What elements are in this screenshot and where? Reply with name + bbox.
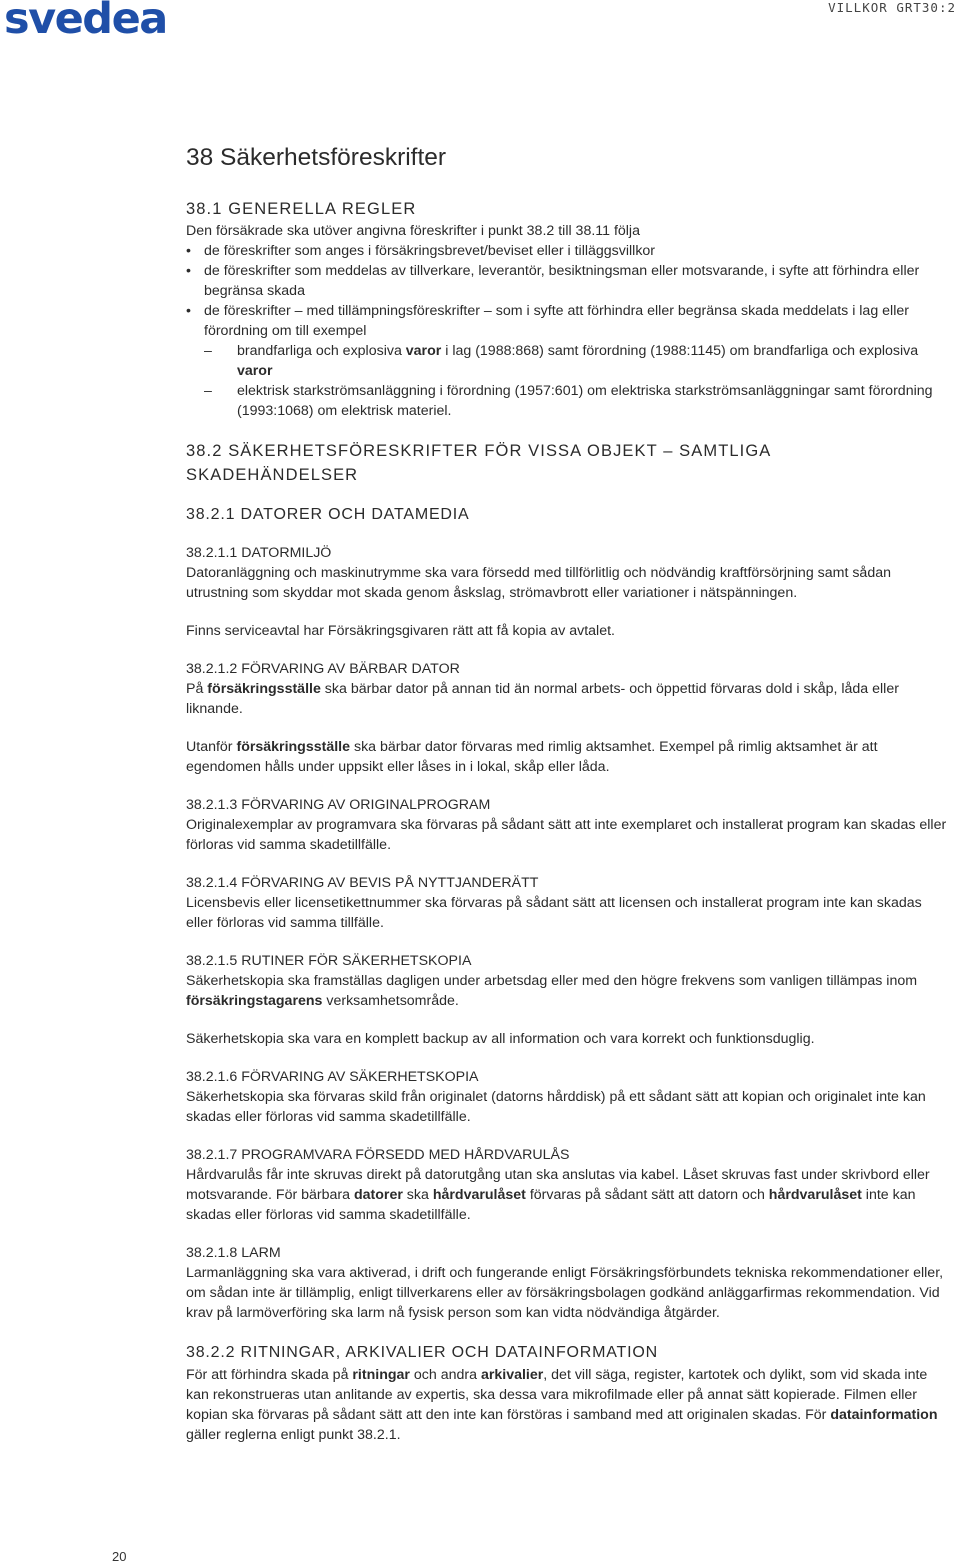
text-run: ska: [402, 1187, 433, 1203]
text-run: För att förhindra skada på: [186, 1367, 353, 1383]
list-item: • de föreskrifter som anges i försäkringsbrevet/beviset eller i tilläggsvillkor: [186, 241, 950, 261]
section-38-1: [186, 197, 950, 421]
subsection-heading: 38.2.1.7 PROGRAMVARA FÖRSEDD MED HÅRDVARULÅS: [186, 1147, 570, 1163]
defined-term: hårdvarulåset: [768, 1187, 862, 1203]
subsection-heading: 38.2.1.4 FÖRVARING AV BEVIS PÅ NYTTJANDERÄTT: [186, 875, 539, 891]
bullet-list: [186, 241, 950, 341]
paragraph: [186, 1365, 950, 1445]
defined-term: varor: [405, 343, 442, 359]
subsection-heading: 38.2.1.5 RUTINER FÖR SÄKERHETSKOPIA: [186, 953, 472, 969]
paragraph: Säkerhetskopia ska förvaras skild från originalet (datorns hårddisk) på ett sådant sätt att kopian och originalet inte kan skadas eller förloras vid samma skadetillfälle.: [186, 1089, 926, 1125]
text-run: gäller reglerna enligt punkt 38.2.1.: [186, 1427, 401, 1443]
defined-term: varor: [237, 363, 273, 379]
paragraph: Licensbevis eller licensetikettnummer ska förvaras på sådant sätt att licensen och installerat program inte kan skadas eller förloras vid samma tillfälle.: [186, 895, 922, 931]
subsection-heading: 38.2.1.6 FÖRVARING AV SÄKERHETSKOPIA: [186, 1069, 479, 1085]
subsection-heading: 38.2.1.3 FÖRVARING AV ORIGINALPROGRAM: [186, 797, 491, 813]
paragraph: [186, 679, 950, 719]
paragraph: [186, 737, 950, 777]
text-run: inte kan skadas eller förloras vid samma skadetillfälle.: [186, 1187, 916, 1223]
text-run: förvaras på sådant sätt att datorn och: [525, 1187, 769, 1203]
paragraph: Den försäkrade ska utöver angivna föreskrifter i punkt 38.2 till 38.11 följa: [186, 223, 640, 239]
list-item: [186, 341, 950, 381]
defined-term: arkivalier: [480, 1367, 544, 1383]
svedea-logo: svedea: [4, 0, 167, 44]
document-code: VILLKOR GRT30:2: [828, 0, 956, 15]
main-content: [186, 143, 950, 1445]
list-item: – elektrisk starkströmsanläggning i förordning (1957:601) om elektriska starkströmsanläggningar samt förordning (1993:1068) om elektrisk materiel.: [186, 381, 950, 421]
defined-term: försäkringsställe: [207, 681, 321, 697]
subsection-heading: 38.2.1.8 LARM: [186, 1245, 281, 1261]
paragraph: [186, 971, 950, 1011]
defined-term: datainformation: [830, 1407, 938, 1423]
section-heading-38-2-2: 38.2.2 RITNINGAR, ARKIVALIER OCH DATAINFORMATION: [186, 1344, 658, 1361]
page-title: 38 Säkerhetsföreskrifter: [186, 144, 447, 171]
text-run: , det vill säga, register, kartotek och dylikt, som vid skada inte kan rekonstrueras utan anlitande av expertis, ska dessa vara mikrofilmade eller på annat sätt kopierade. Filmen eller kopian ska förvaras på sådant sätt att den inte kan förstöras i samband med att originalen skadas. För: [186, 1367, 928, 1423]
defined-term: försäkringsställe: [236, 739, 351, 755]
defined-term: hårdvarulåset: [432, 1187, 526, 1203]
section-heading-38-1: 38.1 GENERELLA REGLER: [186, 200, 417, 218]
text-run: i lag (1988:868) samt förordning (1988:1145) om brandfarliga och explosiva: [441, 343, 919, 359]
section-38-2: [186, 439, 950, 1445]
subsection-heading: 38.2.1.1 DATORMILJÖ: [186, 545, 332, 561]
dash-list: [186, 341, 950, 421]
text-run: och andra: [409, 1367, 481, 1383]
section-heading-38-2: 38.2 SÄKERHETSFÖRESKRIFTER FÖR VISSA OBJEKT – SAMTLIGA SKADEHÄNDELSER: [186, 442, 771, 484]
text-run: Utanför: [186, 739, 237, 755]
subsection-heading: 38.2.1.2 FÖRVARING AV BÄRBAR DATOR: [186, 661, 460, 677]
section-heading-38-2-1: 38.2.1 DATORER OCH DATAMEDIA: [186, 506, 470, 523]
page-number: 20: [112, 1549, 127, 1564]
list-item: • de föreskrifter – med tillämpningsföreskrifter – som i syfte att förhindra eller begränsa skada meddelats i lag eller förordning om till exempel: [186, 301, 950, 341]
paragraph: [186, 1165, 950, 1225]
defined-term: försäkringstagarens: [186, 993, 323, 1009]
text-run: brandfarliga och explosiva: [237, 343, 406, 359]
list-item: • de föreskrifter som meddelas av tillverkare, leverantör, besiktningsman eller motsvarande, i syfte att förhindra eller begränsa skada: [186, 261, 950, 301]
text-run: På: [186, 681, 208, 697]
text-run: Säkerhetskopia ska framställas dagligen under arbetsdag eller med den högre frekvens som vanligen tillämpas inom: [186, 973, 918, 989]
paragraph: Originalexemplar av programvara ska förvaras på sådant sätt att inte exemplaret och installerat program kan skadas eller förloras vid samma skadetillfälle.: [186, 817, 947, 853]
paragraph: Larmanläggning ska vara aktiverad, i drift och fungerande enligt Försäkringsförbundets tekniska rekommendationer eller, om sådan inte är tillämplig, enligt tillverkarens eller av försäkringsbolagen godkänd anläggarfirmas rekommendation. Vid krav på larmöverföring ska larm nå fysisk person som kan vidta nödvändiga åtgärder.: [186, 1265, 944, 1321]
paragraph: Finns serviceavtal har Försäkringsgivaren rätt att få kopia av avtalet.: [186, 623, 615, 639]
text-run: ska bärbar dator på annan tid än normal arbets- och öppettid förvaras dold i skåp, låda eller liknande.: [186, 681, 899, 717]
paragraph: Säkerhetskopia ska vara en komplett backup av all information och vara korrekt och funktionsduglig.: [186, 1031, 815, 1047]
paragraph: Datoranläggning och maskinutrymme ska vara försedd med tillförlitlig och nödvändig kraftförsörjning samt sådan utrustning som skyddar mot skada genom åskslag, strömavbrott eller variationer i nätspänningen.: [186, 565, 891, 601]
text-run: Hårdvarulås får inte skruvas direkt på datorutgång utan ska anslutas via kabel. Låset skruvas fast under skrivbord eller motsvarande. För bärbara: [186, 1167, 930, 1203]
text-run: ska bärbar dator förvaras med rimlig aktsamhet. Exempel på rimlig aktsamhet är att egendomen hålls under uppsikt eller låses in i lokal, skåp eller låda.: [186, 739, 878, 775]
defined-term: ritningar: [352, 1367, 410, 1383]
defined-term: datorer: [353, 1187, 403, 1203]
text-run: verksamhetsområde.: [322, 993, 459, 1009]
